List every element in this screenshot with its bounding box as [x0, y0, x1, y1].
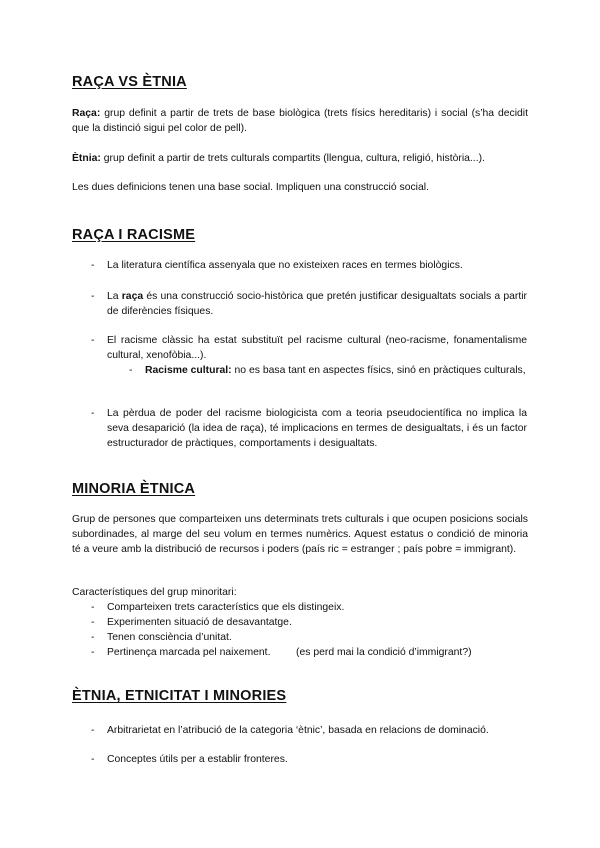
bullet-dash: - — [91, 335, 95, 346]
bullet-dash: - — [91, 647, 95, 658]
bullet-dash: - — [91, 408, 95, 419]
definition-etnia-text: grup definit a partir de trets culturals compartits (llengua, cultura, religió, història...). — [103, 153, 485, 164]
list-item: Experimenten situació de desavantatge. — [107, 617, 292, 628]
sub-list-item — [145, 363, 527, 378]
item-text-post: és una construcció socio-històrica que pretén justificar desigualtats socials a partir de diferències físiques. — [107, 291, 527, 317]
bullet-dash: - — [91, 725, 95, 736]
section-title-minoria-etnica: MINORIA ÈTNICA — [72, 481, 196, 497]
bullet-dash: - — [91, 754, 95, 765]
list-item: Arbitrarietat en l’atribució de la categoria ‘ètnic’, basada en relacions de dominació. — [107, 725, 489, 736]
definition-raca-text: grup definit a partir de trets de base biològica (trets físics hereditaris) i social (s’ha decidit que la distinció sigui pel color de pell). — [72, 108, 529, 134]
term-etnia: Ètnia: — [72, 153, 101, 164]
item-text-pre: La — [107, 291, 122, 302]
bullet-dash: - — [91, 632, 95, 643]
list-item: Comparteixen trets característics que els distingeix. — [107, 602, 345, 613]
definition-raca — [72, 106, 528, 136]
item-term-raca: raça — [121, 291, 144, 302]
list-item: Pertinença marcada pel naixement. — [107, 647, 271, 658]
bullet-dash: - — [91, 291, 95, 302]
bullet-dash: - — [91, 260, 95, 271]
section-title-etnia-etnicitat-minories: ÈTNIA, ETNICITAT I MINORIES — [72, 688, 287, 704]
characteristics-intro: Característiques del grup minoritari: — [72, 587, 237, 598]
bullet-dash: - — [91, 602, 95, 613]
section-title-raca-i-racisme: RAÇA I RACISME — [72, 227, 196, 243]
term-raca: Raça: — [72, 108, 101, 119]
list-item: La pèrdua de poder del racisme biologicista com a teoria pseudocientífica no implica la seva desaparició (la idea de raça), té implicacions en termes de desigualtats, i és un factor estructurador de pràctiques, comportaments i desigualtats. — [107, 408, 527, 449]
section1-closing-text: Les dues definicions tenen una base social. Impliquen una construcció social. — [72, 182, 429, 193]
sub-item-text: no es basa tant en aspectes físics, sinó en pràctiques culturals, — [231, 365, 526, 376]
list-item — [107, 289, 527, 319]
list-item: Conceptes útils per a establir fronteres. — [107, 754, 288, 765]
list-item: La literatura científica assenyala que no existeixen races en termes biològics. — [107, 260, 463, 271]
bullet-dash: - — [91, 617, 95, 628]
definition-etnia — [72, 151, 532, 166]
section-title-raca-vs-etnia: RAÇA VS ÈTNIA — [72, 74, 187, 90]
term-racisme-cultural: Racisme cultural: — [145, 365, 232, 376]
sub-bullet-dash: - — [129, 365, 133, 376]
aside-question: (es perd mai la condició d’immigrant?) — [296, 647, 472, 658]
list-item: Tenen consciència d’unitat. — [107, 632, 232, 643]
minoria-paragraph: Grup de persones que comparteixen uns determinats trets culturals i que ocupen posicions socials subordinades, al marge del seu volum en termes numèrics. Aquest estatus o condició de minoria té a veure amb la distribució de recursos i poders (país ric = estranger ; país pobre = immigrant). — [72, 514, 528, 555]
list-item: El racisme clàssic ha estat substituït pel racisme cultural (neo-racisme, fonamentalisme cultural, xenofòbia...). — [107, 335, 527, 361]
